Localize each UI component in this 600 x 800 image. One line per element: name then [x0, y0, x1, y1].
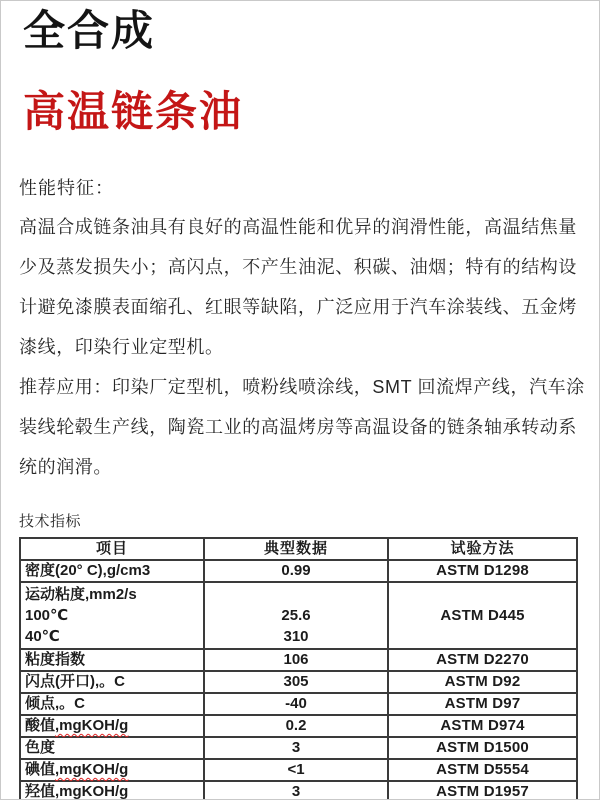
paragraph-line: 少及蒸发损失小；高闪点，不产生油泥、积碳、油烟；特有的结构设: [19, 257, 577, 277]
cell-line: 100℃: [25, 607, 69, 624]
table-row-viscosity: [20, 582, 577, 649]
application-paragraph: [19, 367, 585, 487]
cell-item: 倾点,。C: [20, 693, 204, 715]
performance-heading: 性能特征：: [19, 178, 114, 198]
performance-paragraph: [19, 207, 585, 367]
cell-item: 闪点(开口),。C: [20, 671, 204, 693]
spellcheck-marked-text: ,mgKOH/g: [55, 783, 129, 800]
cell-method: ASTM D445: [388, 582, 577, 649]
page-title: 全合成: [23, 7, 156, 54]
spellcheck-marked-text: ,mgKOH/g: [55, 717, 129, 734]
spellcheck-marked-text: ,mgKOH/g: [55, 761, 129, 778]
paragraph-line: 装线轮毂生产线，陶瓷工业的高温烤房等高温设备的链条轴承转动系: [19, 417, 577, 437]
cell-value: 3: [204, 737, 388, 759]
cell-line: 运动粘度,mm2/s: [25, 586, 137, 603]
cell-item: 色度: [20, 737, 204, 759]
cell-method: ASTM D1957: [388, 781, 577, 800]
cell-line: 310: [283, 628, 309, 645]
table-row: [20, 737, 577, 759]
cell-item: [20, 759, 204, 781]
cell-item-text: 酸值: [25, 717, 56, 734]
cell-value: [204, 582, 388, 649]
paragraph-line: 漆线，印染行业定型机。: [19, 337, 224, 357]
cell-item: 粘度指数: [20, 649, 204, 671]
cell-value: 305: [204, 671, 388, 693]
cell-line: 40℃: [25, 628, 60, 645]
table-row: [20, 649, 577, 671]
page-subtitle: 高温链条油: [23, 88, 244, 135]
cell-item: [20, 781, 204, 800]
cell-method: ASTM D1298: [388, 560, 577, 582]
header-cell-value: 典型数据: [204, 538, 388, 560]
cell-method: ASTM D1500: [388, 737, 577, 759]
table-row: [20, 560, 577, 582]
cell-item-text: 碘值: [25, 761, 56, 778]
header-cell-method: 试验方法: [388, 538, 577, 560]
table-row: [20, 693, 577, 715]
cell-item: 密度(20° C),g/cm3: [20, 560, 204, 582]
cell-method: ASTM D974: [388, 715, 577, 737]
paragraph-line: 推荐应用：印染厂定型机，喷粉线喷涂线，SMT 回流焊产线，汽车涂: [19, 377, 585, 397]
table-header-row: [20, 538, 577, 560]
table-row: [20, 671, 577, 693]
cell-method: ASTM D2270: [388, 649, 577, 671]
spec-table: [19, 537, 578, 800]
paragraph-line: 统的润滑。: [19, 457, 112, 477]
table-row: [20, 781, 577, 800]
paragraph-line: 高温合成链条油具有良好的高温性能和优异的润滑性能，高温结焦量: [19, 217, 577, 237]
cell-item-text: 羟值: [25, 783, 56, 800]
cell-line: 25.6: [281, 607, 311, 624]
table-row: [20, 759, 577, 781]
cell-method: ASTM D97: [388, 693, 577, 715]
cell-line: [209, 584, 383, 605]
cell-item: [20, 582, 204, 649]
spec-table-caption: 技术指标: [19, 513, 82, 530]
cell-value: 3: [204, 781, 388, 800]
cell-value: <1: [204, 759, 388, 781]
table-row: [20, 715, 577, 737]
cell-value: 0.99: [204, 560, 388, 582]
cell-value: 106: [204, 649, 388, 671]
cell-value: 0.2: [204, 715, 388, 737]
paragraph-line: 计避免漆膜表面缩孔、红眼等缺陷，广泛应用于汽车涂装线、五金烤: [19, 297, 577, 317]
cell-method: ASTM D5554: [388, 759, 577, 781]
header-cell-item: 项目: [20, 538, 204, 560]
cell-item: [20, 715, 204, 737]
cell-method: ASTM D92: [388, 671, 577, 693]
cell-value: -40: [204, 693, 388, 715]
